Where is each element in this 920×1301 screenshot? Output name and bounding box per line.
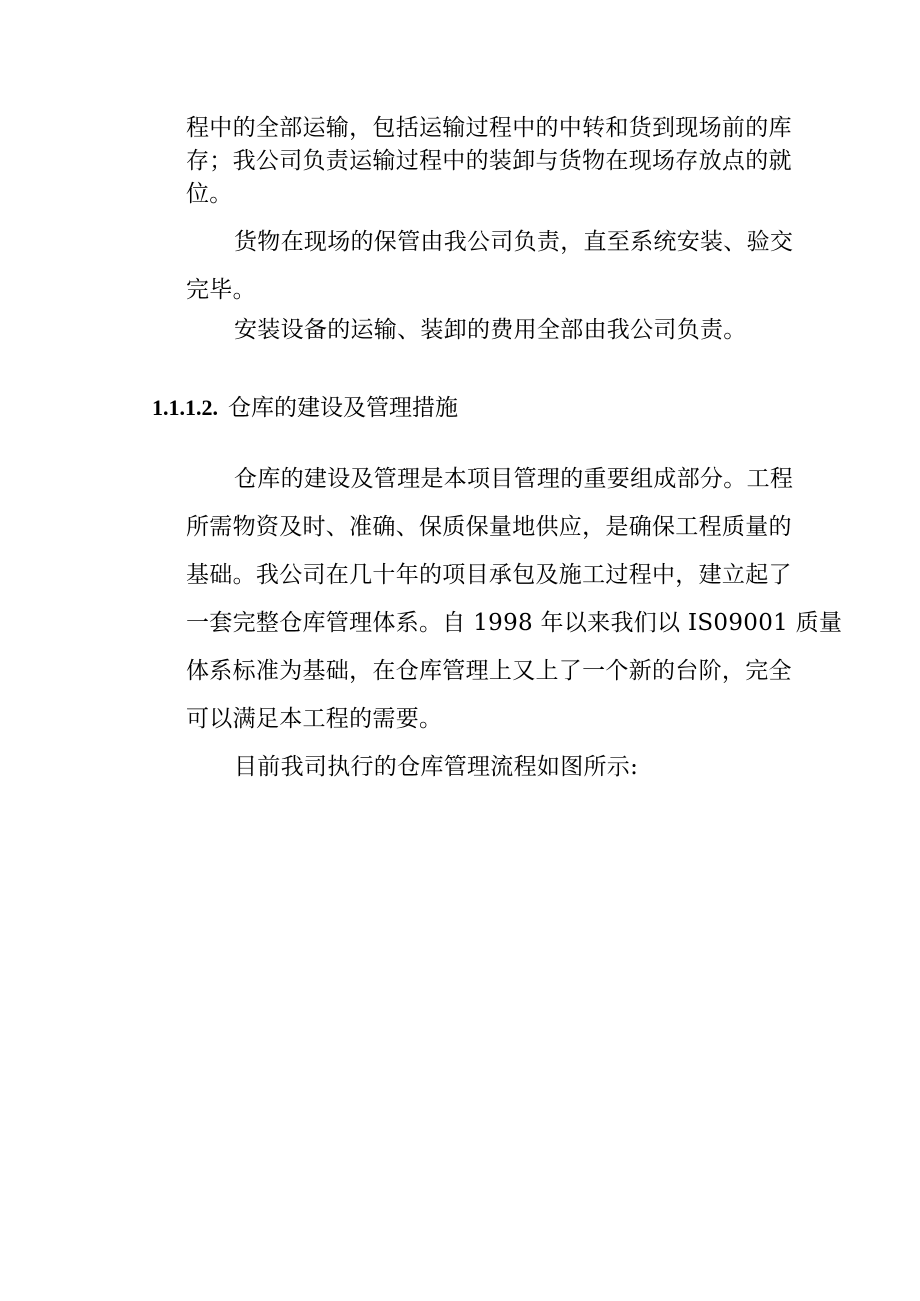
paragraph-cost <box>186 314 802 347</box>
section-heading <box>152 389 458 422</box>
paragraph-line: 一套完整仓库管理体系。自 1998 年以来我们以 IS09001 质量 <box>186 610 843 636</box>
paragraph-line: 基础。我公司在几十年的项目承包及施工过程中，建立起了 <box>186 562 792 588</box>
paragraph-line: 程中的全部运输，包括运输过程中的中转和货到现场前的库 <box>186 115 792 141</box>
paragraph-flow-intro <box>186 751 802 784</box>
paragraph-line: 所需物资及时、准确、保质保量地供应，是确保工程质量的 <box>186 514 792 540</box>
paragraph-warehouse <box>186 455 843 743</box>
paragraph-line: 安装设备的运输、装卸的费用全部由我公司负责。 <box>234 317 747 343</box>
paragraph-line: 目前我司执行的仓库管理流程如图所示: <box>234 754 639 780</box>
paragraph-line: 货物在现场的保管由我公司负责，直至系统安装、验交 <box>234 229 794 255</box>
paragraph-line: 可以满足本工程的需要。 <box>186 706 443 732</box>
paragraph-line: 体系标准为基础，在仓库管理上又上了一个新的台阶，完全 <box>186 658 792 684</box>
paragraph-line: 位。 <box>186 181 233 207</box>
paragraph-line: 仓库的建设及管理是本项目管理的重要组成部分。工程 <box>234 466 794 492</box>
section-title: 仓库的建设及管理措施 <box>228 395 458 421</box>
paragraph-custody <box>186 218 802 314</box>
section-number: 1.1.1.2. <box>152 395 218 420</box>
paragraph-line: 存；我公司负责运输过程中的装卸与货物在现场存放点的就 <box>186 148 792 174</box>
paragraph-line: 完毕。 <box>186 277 256 303</box>
paragraph-transport <box>186 112 802 211</box>
